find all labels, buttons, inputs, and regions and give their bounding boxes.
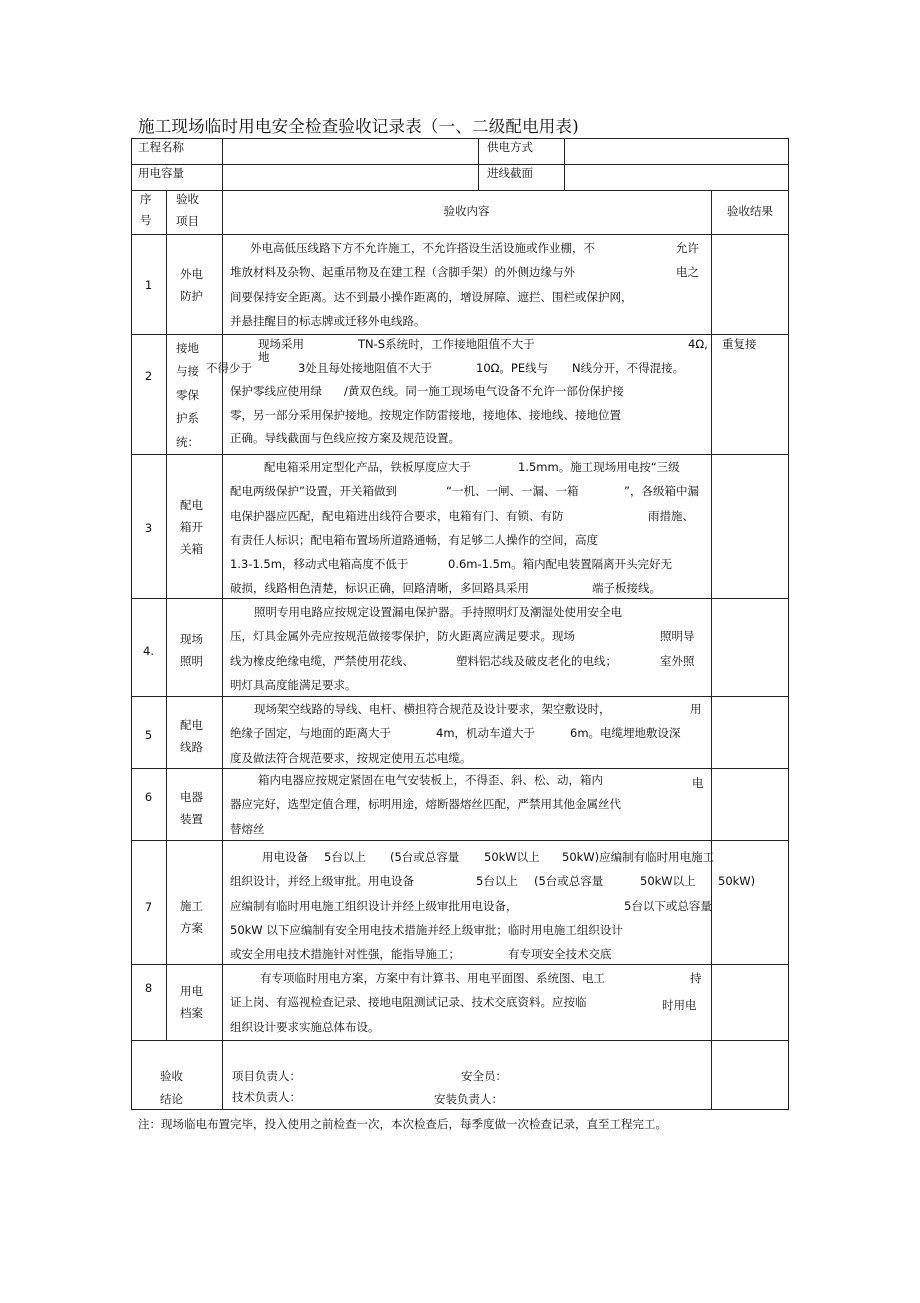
table-rule: [222, 138, 223, 190]
item-label: 外电 防护: [180, 267, 203, 303]
table-rule: [478, 138, 479, 190]
item-header-2: 项目: [176, 214, 199, 228]
project-name-label: 工程名称: [138, 140, 184, 154]
table-rule: [222, 190, 223, 1110]
footnote: 注：现场临电布置完毕，投入使用之前检查一次，本次检查后，每季度做一次检查记录，直至工程完工。: [138, 1117, 667, 1131]
result-header: 验收结果: [727, 204, 773, 218]
seq-header-1: 序: [140, 192, 152, 206]
row-number: 4.: [143, 644, 154, 658]
item-label: 配电 线路: [180, 718, 203, 754]
table-rule: [564, 138, 565, 190]
safety-officer-label: 安全员：: [461, 1069, 507, 1083]
installer-label: 安装负责人：: [434, 1092, 503, 1106]
row-number: 6: [144, 790, 153, 804]
row-number: 3: [144, 521, 153, 535]
table-rule: [166, 190, 167, 1040]
table-rule: [131, 164, 789, 165]
tech-manager-label: 技术负责人：: [232, 1090, 301, 1104]
item-label: 电器 装置: [180, 790, 203, 826]
table-rule: [131, 234, 789, 235]
row-number: 2: [144, 369, 153, 383]
document-title: 施工现场临时用电安全检查验收记录表（一、二级配电用表): [138, 117, 579, 136]
power-supply-label: 供电方式: [487, 140, 533, 154]
conclusion-label-2: 结论: [160, 1092, 183, 1106]
item-label: 现场 照明: [180, 632, 203, 668]
capacity-label: 用电容量: [138, 166, 184, 180]
item-header-1: 验收: [176, 192, 199, 206]
item-label: 接地 与接 零保 护系 统：: [176, 341, 199, 449]
item-label: 施工 方案: [180, 899, 203, 935]
conclusion-label-1: 验收: [160, 1069, 183, 1083]
content-header: 验收内容: [443, 204, 490, 218]
project-manager-label: 项目负责人：: [232, 1069, 301, 1083]
row-number: 1: [144, 278, 153, 292]
row-number: 5: [144, 728, 153, 742]
item-label: 用电 档案: [180, 984, 203, 1020]
row-number: 7: [144, 900, 153, 914]
seq-header-2: 号: [140, 213, 152, 227]
table-rule: [131, 190, 789, 191]
item-label: 配电 箱开 关箱: [180, 498, 203, 556]
table-rule: [711, 190, 712, 1110]
row-number: 8: [144, 981, 153, 995]
document-page: 施工现场临时用电安全检查验收记录表（一、二级配电用表) 工程名称 供电方式 用电容量 进线截面 序 号 验收 项目 验收内容 验收结果 1 2 3 4. 5 6 7 8 外电 防护 接地 与接 零保 护系 统： 配电 箱开 关箱 现场 照明 配电 线路 电器 装置 施工 方案 用电 档案 外电高低压线路下方不允许施工，不允许搭设生活设施或作业棚，不 允许 堆放材料及杂物、起重吊物及在建工程（含脚手架）的外侧边缘与外 电之 间要保持安全距离。达不到最小操作距离的，增设屏障、遮拦、围栏或保护网， 并悬挂醒目的标志牌或迁移外电线路。 现场采用 TN-S系统时，工作接地阻值不大于 4Ω, 重复接 不得少于 地 3处且每处接地阻值不大于 10Ω。PE线与 N线分开，不得混接。 保护零线应使用绿 /黄双色线。同一施工现场电气设备不允许一部份保护接 零，另一部分采用保护接地。按规定作防雷接地，接地体、接地线、接地位置 正确。导线截面与色线应按方案及规范设置。 配电箱采用定型化产品，铁板厚度应大于 1.5mm。施工现场用电按“三级 配电两级保护”设置，开关箱做到 “一机、一闸、一漏、一箱 ”，各级箱中漏 电保护器应匹配，配电箱进出线符合要求，电箱有门、有锁、有防 雨措施、 有责任人标识；配电箱布置场所道路通畅，有足够二人操作的空间，高度 1.3-1.5m，移动式电箱高度不低于 0.6m-1.5m。箱内配电装置隔离开头完好无 破损，线路相色清楚，标识正确，回路清晰，多回路具采用 端子板接线。 照明专用电路应按规定设置漏电保护器。手持照明灯及潮湿处使用安全电 压，灯具金属外壳应按规范做接零保护，防火距离应满足要求。现场 照明导 线为橡皮绝缘电缆，严禁使用花线、 塑料铝芯线及破皮老化的电线； 室外照 明灯具高度能满足要求。 现场架空线路的导线、电杆、横担符合规范及设计要求，架空敷设时， 用 绝缘子固定，与地面的距离大于 4m，机动车道大于 6m。电缆埋地敷设深 度及做法符合规范要求，按规定使用五芯电缆。 箱内电器应按规定紧固在电气安装板上，不得歪、斜、松、动，箱内 电 器应完好，选型定值合理，标明用途，熔断器熔丝匹配，严禁用其他金属丝代 替熔丝 用电设备 5台以上 (5台或总容量 50kW以上 50kW)应编制有临时用电施工 组织设计，并经上级审批。用电设备 5台以上 (5台或总容量 50kW以上 50kW) 应编制有临时用电施工组织设计并经上级审批用电设备， 5台以下或总容量 50kW 以下应编制有安全用电技术措施并经上级审批；临时用电施工组织设计 或安全用电技术措施针对性强，能指导施工； 有专项安全技术交底 有专项临时用电方案，方案中有计算书、用电平面图、系统图、电工 持 证上岗、有巡视检查记录、接地电阻测试记录、技术交底资料。应按临 时用电 组织设计要求实施总体布设。 验收 结论 项目负责人： 安全员： 技术负责人： 安装负责人： 注：现场临电布置完毕，投入使用之前检查一次，本次检查后，每季度做一次检查记录，直至工程完工。: [0, 0, 920, 1303]
cable-section-label: 进线截面: [487, 166, 533, 180]
table-rule: [131, 1040, 789, 1041]
